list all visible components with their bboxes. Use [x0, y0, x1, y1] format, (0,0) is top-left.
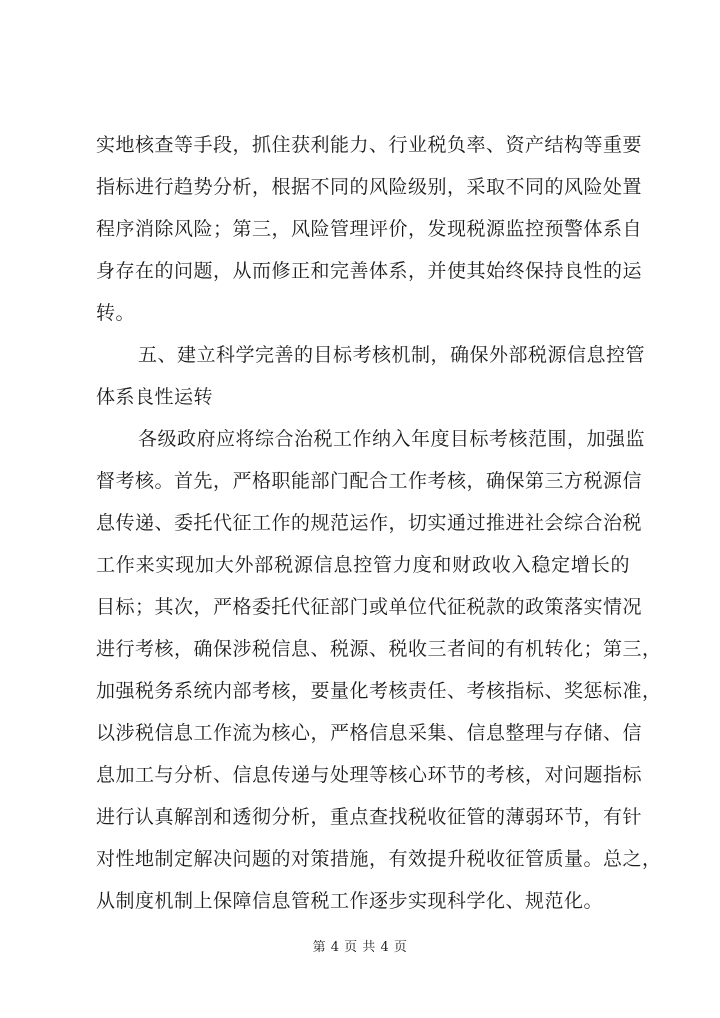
text-line: 息传递、委托代征工作的规范运作，切实通过推进社会综合治税 [96, 512, 643, 534]
section-heading: 五、建立科学完善的目标考核机制，确保外部税源信息控管 [138, 344, 646, 366]
text-line: 对性地制定解决问题的对策措施，有效提升税收征管质量。总之， [96, 848, 662, 870]
text-line: 目标；其次，严格委托代征部门或单位代征税款的政策落实情况 [96, 596, 643, 618]
text-line: 进行考核，确保涉税信息、税源、税收三者间的有机转化；第三， [96, 638, 662, 660]
text-line: 从制度机制上保障信息管税工作逐步实现科学化、规范化。 [96, 890, 604, 912]
text-line: 息加工与分析、信息传递与处理等核心环节的考核，对问题指标 [96, 764, 643, 786]
text-line: 加强税务系统内部考核，要量化考核责任、考核指标、奖惩标准， [96, 680, 662, 702]
text-line: 工作来实现加大外部税源信息控管力度和财政收入稳定增长的 [96, 554, 630, 576]
text-line: 督考核。首先，严格职能部门配合工作考核，确保第三方税源信 [96, 470, 643, 492]
text-line: 身存在的问题，从而修正和完善体系，并使其始终保持良性的运 [96, 260, 643, 282]
page-number-footer: 第 4 页 共 4 页 [312, 940, 408, 955]
text-line: 指标进行趋势分析，根据不同的风险级别，采取不同的风险处置 [96, 176, 643, 198]
document-body [96, 124, 662, 922]
section-heading-continued: 体系良性运转 [96, 386, 214, 408]
text-line: 实地核查等手段，抓住获利能力、行业税负率、资产结构等重要 [96, 134, 643, 156]
text-line: 转。 [96, 302, 136, 324]
text-line: 进行认真解剖和透彻分析，重点查找税收征管的薄弱环节，有针 [96, 806, 643, 828]
text-line: 以涉税信息工作流为核心，严格信息采集、信息整理与存储、信 [96, 722, 643, 744]
text-line: 各级政府应将综合治税工作纳入年度目标考核范围，加强监 [138, 428, 646, 450]
text-line: 程序消除风险；第三，风险管理评价，发现税源监控预警体系自 [96, 218, 643, 240]
